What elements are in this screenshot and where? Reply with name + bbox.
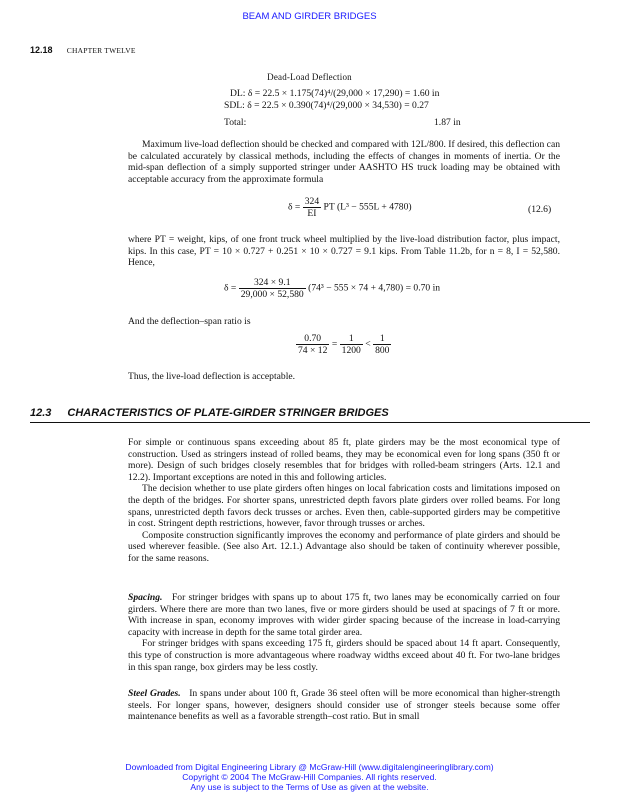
ratio-fraction-3 <box>373 333 391 356</box>
live-load-paragraph <box>128 139 560 185</box>
spacing-paragraph-2: For stringer bridges with spans exceeding 175 ft, girders should be spaced about 14 ft apart. Consequently, this type of construction is more advantageous where roadway widths exceed about 40 ft. For two-lane bridges in this span range, box girders may be less costly. <box>128 638 560 673</box>
section-paragraph-3: Composite construction significantly improves the economy and performance of plate girders and should be used wherever feasible. (See also Art. 12.1.) Advantage also should be taken of continuity wherever possible, for the same reasons. <box>128 529 560 564</box>
section-paragraph-1: For simple or continuous spans exceeding about 85 ft, plate girders may be the most economical type of construction. Used as stringers instead of rolled beams, they may be economical even for long spans (350 ft or more). Design of such bridges closely resembles that for bridges with rolled-beam stringers (Arts. 12.1 and 12.2). Important exceptions are noted in this and following articles. <box>128 437 560 483</box>
section-rule <box>30 422 590 423</box>
section-title: CHARACTERISTICS OF PLATE-GIRDER STRINGER BRIDGES <box>67 407 389 419</box>
dl-equation: DL: δ = 22.5 × 1.175(74)⁴/(29,000 × 17,290) = 1.60 in <box>230 88 440 99</box>
total-label: Total: <box>224 117 247 128</box>
spacing-paragraph <box>128 592 560 638</box>
section-heading <box>30 407 389 419</box>
footer-terms[interactable]: Any use is subject to the Terms of Use as given at the website. <box>190 782 429 792</box>
calc-numerator: 324 × 9.1 <box>239 277 306 289</box>
ratio-2-denominator: 1200 <box>341 345 361 356</box>
ratio-intro <box>128 316 560 328</box>
deflection-span-ratio <box>296 333 391 356</box>
live-load-text: Maximum live-load deflection should be checked and compared with 12L/800. If desired, this deflection can be calculated accurately by classical methods, including the effects of changes in moments of inertia. Or the mid-span deflection of a simply supported stringer under AASHTO HS truck loading may be obtained with acceptable accuracy from the approximate formula <box>128 139 560 185</box>
top-banner: BEAM AND GIRDER BRIDGES <box>242 11 377 22</box>
eq126-label: (12.6) <box>528 204 552 215</box>
eq126-lhs: δ = <box>288 201 301 213</box>
steel-grades-section <box>128 688 560 723</box>
eq126-fraction <box>303 196 321 219</box>
ratio-1-numerator: 0.70 <box>296 333 329 345</box>
calc-rest: (74³ − 555 × 74 + 4,780) = 0.70 in <box>308 282 441 294</box>
footer-download-link[interactable]: Downloaded from Digital Engineering Library @ McGraw-Hill (www.digitalengineeringlibrary.com) <box>125 762 494 772</box>
calc-fraction <box>239 277 306 300</box>
running-head <box>30 45 136 55</box>
sdl-equation: SDL: δ = 22.5 × 0.390(74)⁴/(29,000 × 34,530) = 0.27 <box>224 100 429 111</box>
spacing-section <box>128 592 560 673</box>
chapter-title: CHAPTER TWELVE <box>66 46 136 55</box>
ratio-fraction-1 <box>296 333 329 356</box>
footer <box>0 762 619 792</box>
section-body <box>128 437 560 565</box>
where-text: where PT = weight, kips, of one front truck wheel multiplied by the live-load distribution factor, plus impact, kips. In this case, PT = 10 × 0.727 + 0.251 × 10 × 0.727 = 9.1 kips. From Table 11.2b, for n = 8, I = 52,580. Hence, <box>128 234 560 269</box>
spacing-label: Spacing. <box>128 592 163 603</box>
steel-grades-text: In spans under about 100 ft, Grade 36 steel often will be more economical than higher-strength steels. For longer spans, however, designers should consider use of stronger steels because some offer maintenance benefits as well as a favorable strength–cost ratio. But in small <box>128 688 561 723</box>
steel-grades-label: Steel Grades. <box>128 688 181 699</box>
conclusion <box>128 371 560 383</box>
eq126-rest: PT (L³ − 555L + 4780) <box>323 201 412 213</box>
ratio-2-numerator: 1 <box>340 333 363 345</box>
conclusion-text: Thus, the live-load deflection is acceptable. <box>128 371 296 382</box>
ratio-fraction-2 <box>340 333 363 356</box>
eq126-denominator: EI <box>307 208 317 219</box>
steel-grades-paragraph <box>128 688 560 723</box>
equals-sign: = <box>331 338 338 350</box>
page-number: 12.18 <box>30 45 53 55</box>
deflection-calculation <box>224 277 440 300</box>
section-number: 12.3 <box>30 407 52 419</box>
where-paragraph <box>128 234 560 269</box>
less-than-sign: < <box>365 338 371 350</box>
ratio-1-denominator: 74 × 12 <box>298 345 328 356</box>
ratio-3-denominator: 800 <box>375 345 390 356</box>
spacing-text: For stringer bridges with spans up to about 175 ft, two lanes may be economically carried on four girders. Where there are more than two lanes, five or more girders should be used at spacings of 7 ft or more. With increase in span, economy improves with wider girder spacing because of the increase in load-carrying capacity with increase in depth for the same total girder area. <box>128 592 560 638</box>
calc-lhs: δ = <box>224 282 237 294</box>
ratio-3-numerator: 1 <box>373 333 391 345</box>
eq126-numerator: 324 <box>304 196 320 207</box>
total-value: 1.87 in <box>434 117 461 128</box>
calc-denominator: 29,000 × 52,580 <box>240 289 304 300</box>
dead-load-deflection-heading: Dead-Load Deflection <box>267 72 352 82</box>
ratio-intro-text: And the deflection–span ratio is <box>128 316 251 327</box>
section-paragraph-2: The decision whether to use plate girders often hinges on local fabrication costs and limitations imposed on the depth of the bridges. For shorter spans, unrestricted depth favors plate girders over rolled beams. For long spans, unrestricted depth favors deck trusses or arches. Even then, cable-supported girders may be competitive in cost. Stringent depth restrictions, however, favor through trusses or arches. <box>128 483 560 530</box>
equation-12-6 <box>288 196 412 219</box>
footer-copyright: Copyright © 2004 The McGraw-Hill Companies. All rights reserved. <box>182 772 437 782</box>
